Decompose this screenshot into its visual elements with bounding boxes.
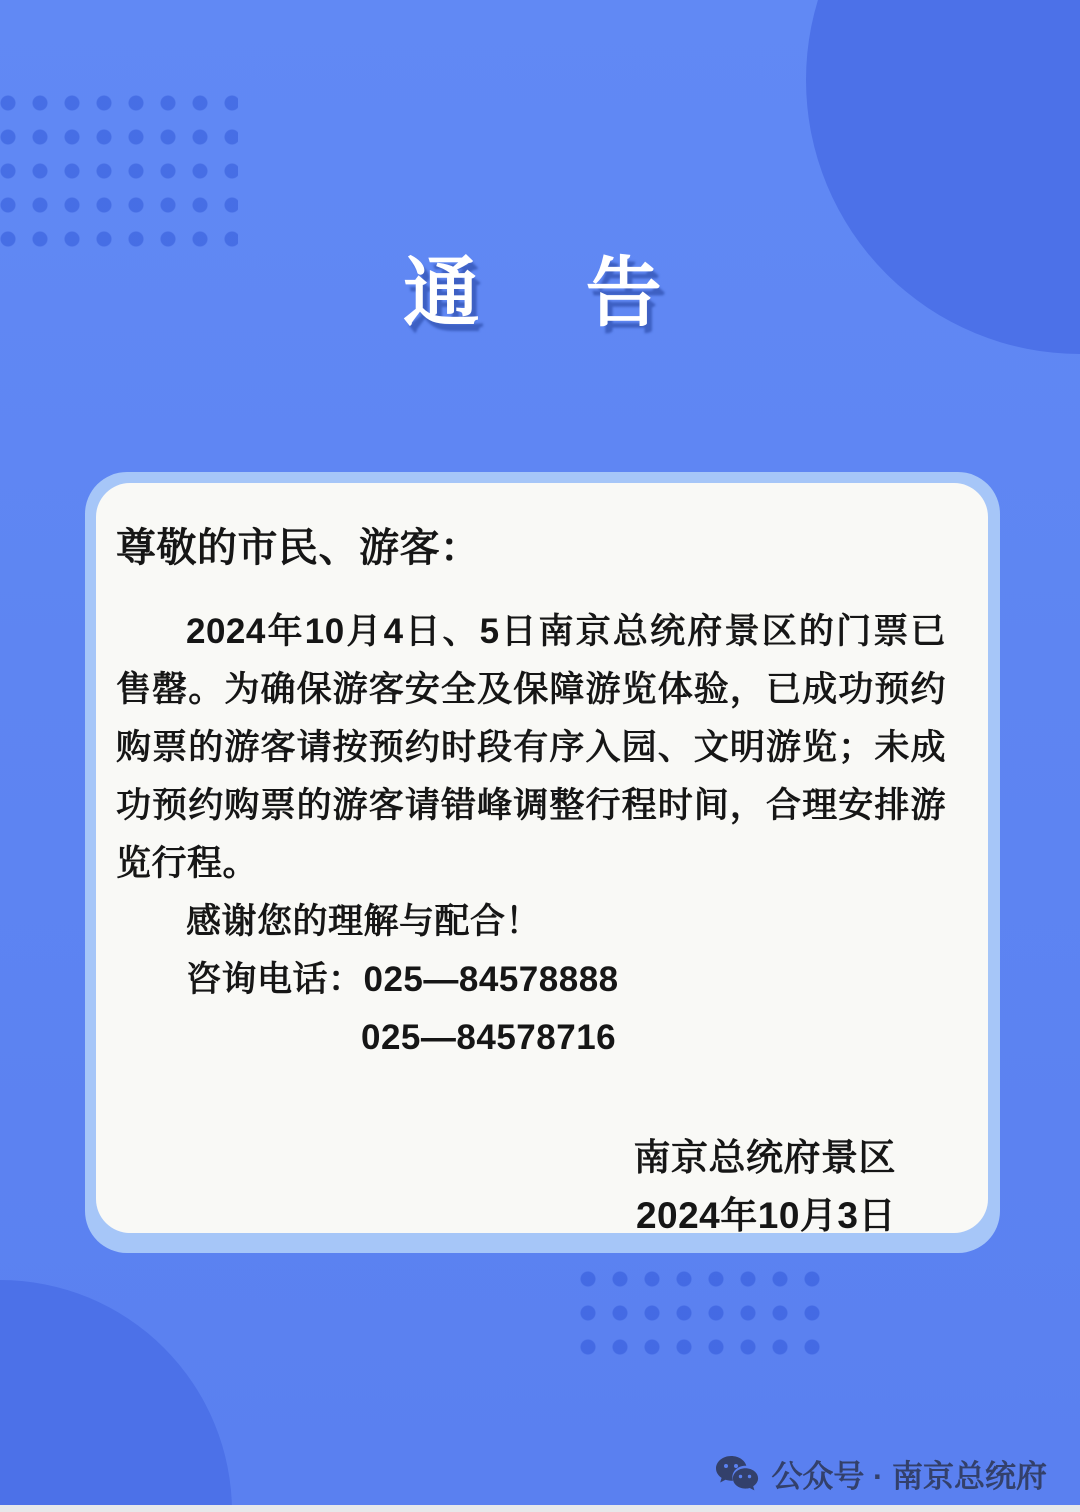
footer (715, 1451, 1047, 1495)
footer-account-label: 公众号 · 南京总统府 (771, 1458, 1047, 1494)
decor-circle-bottom-left (0, 1280, 232, 1512)
signature-org: 南京总统府景区 (633, 1137, 896, 1178)
dot-grid-bottom (572, 1262, 832, 1364)
thanks-line: 感谢您的理解与配合！ (186, 902, 542, 941)
poster-title: 通 告 (403, 251, 677, 336)
dot-grid-top-left (0, 86, 238, 254)
wechat-icon (715, 1455, 759, 1492)
notice-card (85, 472, 1000, 1253)
phone-line-2: 025—84578716 (361, 1018, 617, 1057)
phone-line-1: 咨询电话：025—84578888 (186, 960, 619, 999)
signature-date: 2024年10月3日 (635, 1195, 896, 1236)
notice-card-body (96, 483, 988, 1236)
salutation: 尊敬的市民、游客： (116, 526, 481, 570)
bottom-edge-strip (0, 1505, 1080, 1512)
notice-paragraph: 2024年10月4日、5日南京总统府景区的门票已售罄。为确保游客安全及保障游览体验，已成功预约购票的游客请按预约时段有序入园、文明游览；未成功预约购票的游客请错峰调整行程时间，合理安排游览行程。 (116, 612, 946, 883)
signature-block (116, 1129, 946, 1245)
